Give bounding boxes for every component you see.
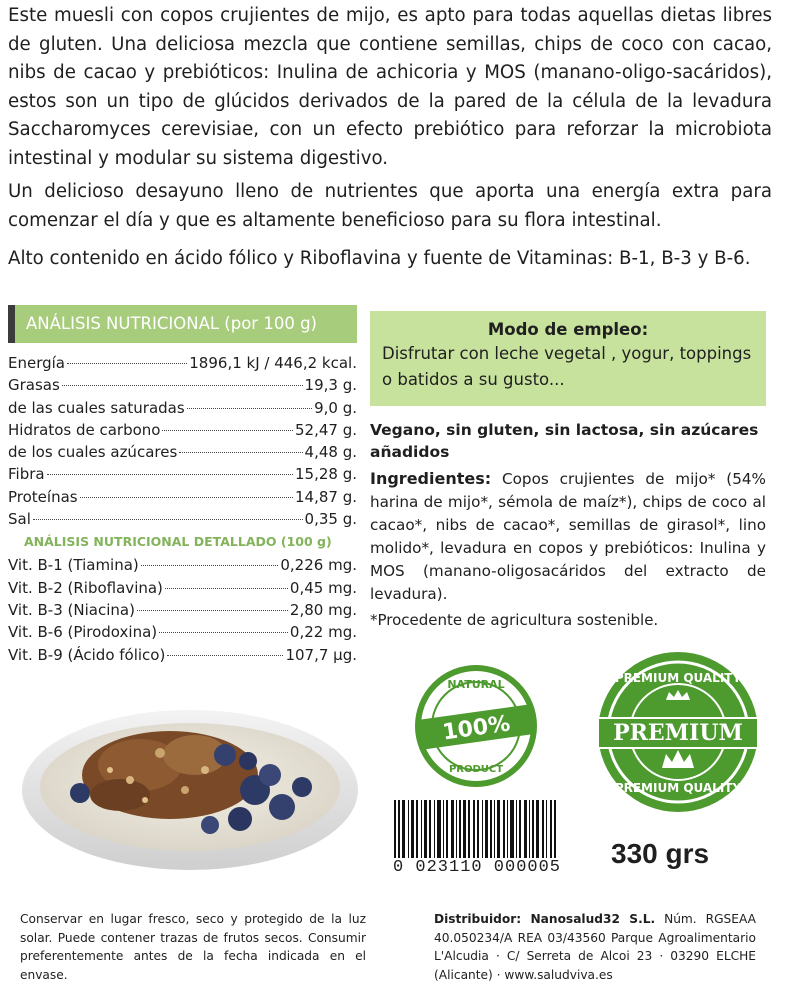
intro-paragraph-1: Este muesli con copos crujientes de mijo, es apto para todas aquellas dietas libres de gluten. Una deliciosa mezcla que contiene semillas, chips de coco con cacao, nibs de cacao y prebióticos: Inulina de achicoria y MOS (manano-oligo-sacáridos), estos son un tipo de glúcidos derivados de la pared de la célula de la levadura Saccharomyces cerevisiae, con un efecto prebiótico para reforzar la microbiota intestinal y modular su sistema digestivo. [8, 5, 772, 169]
leader-dots [62, 385, 303, 386]
vitamin-value: 107,7 µg. [285, 645, 357, 664]
leader-dots [67, 363, 187, 364]
intro-paragraph-3: Alto contenido en ácido fólico y Riboflavina y fuente de Vitaminas: B-1, B-3 y B-6. [8, 248, 751, 269]
leader-dots [33, 519, 303, 520]
nutrition-row [8, 397, 357, 419]
nutrition-label: Hidratos de carbono [8, 420, 161, 439]
header-accent-bar [8, 305, 15, 343]
nutrition-value: 0,35 g. [304, 510, 357, 529]
nutrition-table [8, 352, 357, 666]
nutrition-value: 14,87 g. [295, 487, 357, 506]
nutrition-row [8, 374, 357, 396]
vitamin-value: 0,226 mg. [280, 556, 357, 575]
nutrition-row [8, 508, 357, 530]
seal-premium-top-text: PREMIUM QUALITY [614, 671, 742, 685]
nutrition-row [8, 441, 357, 463]
nutrition-label: Energía [8, 354, 65, 372]
nutrition-value: 4,48 g. [304, 443, 357, 462]
nutrition-value: 19,3 g. [304, 376, 357, 395]
nutrition-header [8, 305, 357, 343]
vitamin-row [8, 577, 357, 599]
vitamin-row [8, 621, 357, 643]
usage-title: Modo de empleo: [487, 320, 649, 339]
leader-dots [187, 408, 312, 409]
nutrition-label: de los cuales azúcares [8, 443, 178, 462]
leader-dots [167, 655, 283, 656]
diet-claims: Vegano, sin gluten, sin lactosa, sin azúcares añadidos [370, 421, 759, 461]
seal-natural-percent: 100% [440, 711, 512, 746]
net-weight: 330 grs [611, 838, 710, 869]
leader-dots [137, 610, 288, 611]
nutrition-row [8, 352, 357, 374]
nutrition-value: 52,47 g. [295, 420, 357, 439]
nutrition-label: Fibra [8, 465, 45, 484]
ingredients-label: Ingredientes: [370, 469, 492, 488]
seal-premium-bottom-text: PREMIUM QUALITY [614, 781, 742, 795]
leader-dots [80, 497, 293, 498]
leader-dots [159, 632, 288, 633]
vitamin-label: Vit. B-9 (Ácido fólico) [8, 645, 166, 664]
vitamin-row [8, 554, 357, 576]
nutrition-row [8, 463, 357, 485]
nutrition-value: 1896,1 kJ / 446,2 kcal. [189, 354, 357, 372]
seal-natural-top-text: NATURAL [447, 678, 505, 691]
nutrition-value: 15,28 g. [295, 465, 357, 484]
leader-dots [141, 565, 279, 566]
usage-text: Disfrutar con leche vegetal , yogur, toppings o batidos a su gusto... [382, 344, 752, 389]
detailed-nutrition-header: ANÁLISIS NUTRICIONAL DETALLADO (100 g) [24, 534, 332, 550]
nutrition-label: Proteínas [8, 487, 78, 506]
nutrition-label: de las cuales saturadas [8, 398, 185, 417]
nutrition-label: Grasas [8, 376, 60, 395]
leader-dots [162, 430, 293, 431]
vitamin-value: 0,22 mg. [289, 623, 357, 642]
vitamin-value: 2,80 mg. [289, 600, 357, 619]
nutrition-row [8, 486, 357, 508]
intro-paragraph-2: Un delicioso desayuno lleno de nutrientes que aporta una energía extra para comenzar el día y que es altamente beneficioso para su flora intestinal. [8, 181, 772, 231]
usage-box [370, 311, 766, 406]
nutrition-header-title: ANÁLISIS NUTRICIONAL (por 100 g) [26, 314, 317, 333]
ingredients [370, 467, 766, 606]
leader-dots [165, 588, 288, 589]
vitamin-label: Vit. B-2 (Riboflavina) [8, 578, 163, 597]
ingredients-text: Copos crujientes de mijo* (54% harina de mijo*, sémola de maíz*), chips de coco al cacao*, nibs de cacao*, semillas de girasol*, lino molido*, levadura en copos y prebióticos: Inulina y MOS (manano-oligosacáridos del extracto de levadura). [370, 470, 766, 603]
barcode-number: 0 023110 000005 [382, 858, 572, 877]
nutrition-label: Sal [8, 510, 31, 529]
vitamin-label: Vit. B-1 (Tiamina) [8, 556, 139, 575]
vitamin-label: Vit. B-6 (Pirodoxina) [8, 623, 158, 642]
seal-premium-main-text: PREMIUM [613, 720, 743, 746]
storage-instructions: Conservar en lugar fresco, seco y protegido de la luz solar. Puede contener trazas de frutos secos. Consumir preferentemente antes de la fecha indicada en el envase. [20, 912, 366, 982]
nutrition-value: 9,0 g. [314, 398, 357, 417]
granola-cluster [82, 731, 258, 819]
leader-dots [179, 452, 302, 453]
distributor-info [434, 910, 756, 984]
muesli-bowl-image [20, 695, 360, 880]
vitamin-value: 0,45 mg. [289, 578, 357, 597]
vitamin-label: Vit. B-3 (Niacina) [8, 600, 135, 619]
vitamin-row [8, 644, 357, 666]
distributor-label: Distribuidor: Nanosalud32 S.L. [434, 912, 656, 926]
leader-dots [47, 474, 293, 475]
nutrition-row [8, 419, 357, 441]
natural-product-seal [414, 664, 538, 788]
distributor-text: Núm. RGSEAA 40.050234/A REA 03/43560 Parque Agroalimentario L'Alcudia · C/ Serreta de Alcoi 23 · 03290 ELCHE (Alicante) · www.saludviva.es [434, 912, 757, 982]
premium-quality-seal [596, 650, 760, 814]
vitamin-row [8, 599, 357, 621]
seal-natural-bottom-text: PRODUCT [448, 764, 504, 775]
sustainability-note: *Procedente de agricultura sostenible. [370, 611, 659, 629]
